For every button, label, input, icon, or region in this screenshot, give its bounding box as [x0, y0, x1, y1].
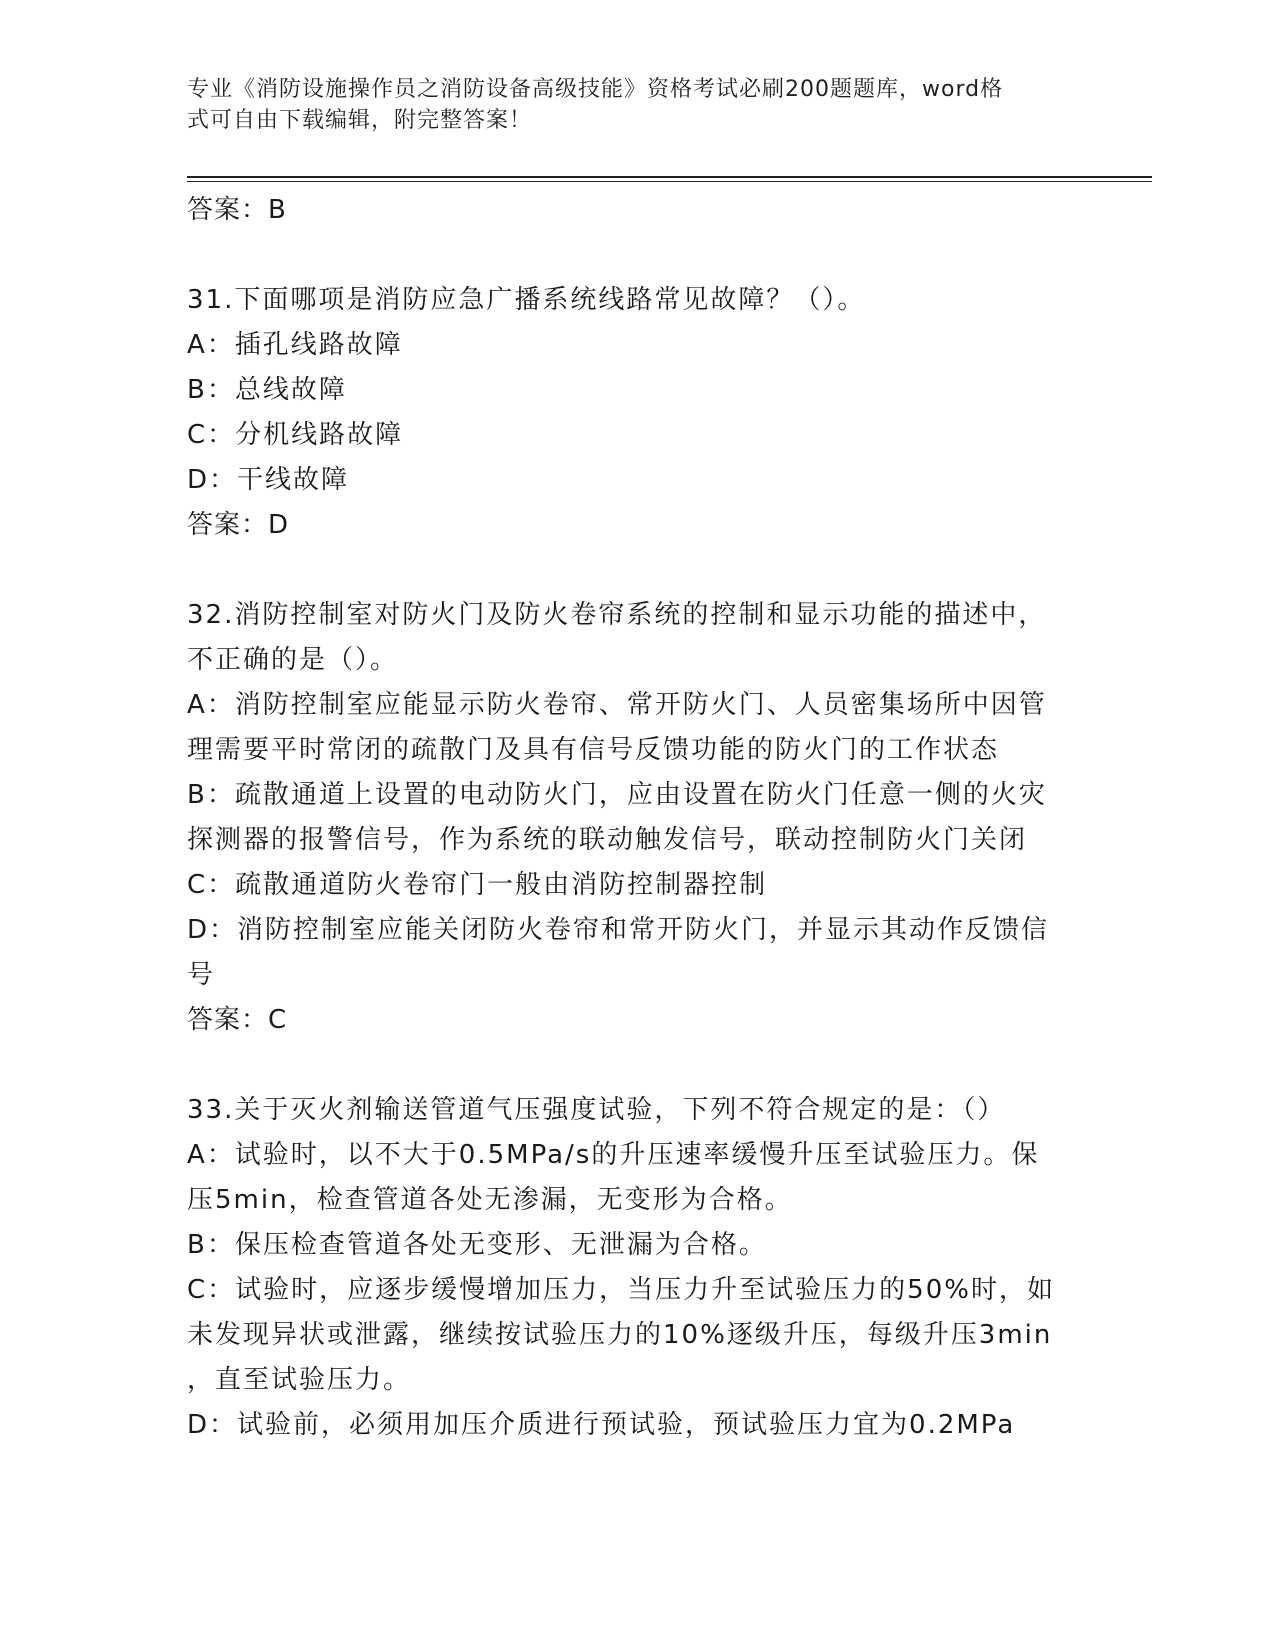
spacer [187, 233, 1067, 278]
header-line: 式可自由下载编辑，附完整答案！ [187, 108, 533, 133]
option-d: D：干线故障 [187, 465, 350, 495]
document-header [187, 74, 1067, 136]
option-c: C：疏散通道防火卷帘门一般由消防控制器控制 [187, 870, 768, 900]
header-divider [187, 176, 1152, 178]
spacer [187, 548, 1067, 593]
option-d: D：试验前，必须用加压介质进行预试验，预试验压力宜为0.2MPa [187, 1410, 1016, 1440]
answer-line: 答案：B [187, 195, 287, 225]
answer-line: 答案：D [187, 510, 290, 540]
option-a: A：消防控制室应能显示防火卷帘、常开防火门、人员密集场所中因管 [187, 690, 1047, 720]
question-block [187, 593, 1067, 1043]
option-c: 未发现异状或泄露，继续按试验压力的10%逐级升压，每级升压3min [187, 1320, 1053, 1350]
question-stem: 不正确的是（）。 [187, 645, 399, 675]
option-d: D：消防控制室应能关闭防火卷帘和常开防火门，并显示其动作反馈信 [187, 915, 1050, 945]
option-c: C：试验时，应逐步缓慢增加压力，当压力升至试验压力的50%时，如 [187, 1275, 1055, 1305]
option-a: 理需要平时常闭的疏散门及具有信号反馈功能的防火门的工作状态 [187, 735, 1000, 765]
question-list [187, 188, 1067, 1448]
question-stem: 31.下面哪项是消防应急广播系统线路常见故障？（）。 [187, 285, 866, 315]
option-a: A：插孔线路故障 [187, 330, 403, 360]
question-stem: 33.关于灭火剂输送管道气压强度试验，下列不符合规定的是：（） [187, 1095, 1006, 1125]
option-a: A：试验时，以不大于0.5MPa/s的升压速率缓慢升压至试验压力。保 [187, 1140, 1040, 1170]
option-b: B：保压检查管道各处无变形、无泄漏为合格。 [187, 1230, 767, 1260]
spacer [187, 1043, 1067, 1088]
option-d: 号 [187, 960, 216, 990]
header-divider [187, 181, 1152, 182]
option-a: 压5min，检查管道各处无渗漏，无变形为合格。 [187, 1185, 793, 1215]
option-b: B：疏散通道上设置的电动防火门，应由设置在防火门任意一侧的火灾 [187, 780, 1047, 810]
header-line: 专业《消防设施操作员之消防设备高级技能》资格考试必刷200题题库，word格 [187, 77, 1004, 102]
option-b: B：总线故障 [187, 375, 347, 405]
option-c: C：分机线路故障 [187, 420, 404, 450]
question-block [187, 278, 1067, 548]
question-stem: 32.消防控制室对防火门及防火卷帘系统的控制和显示功能的描述中， [187, 600, 1047, 630]
question-block [187, 1088, 1067, 1448]
answer-line: 答案：C [187, 1005, 288, 1035]
option-c: ，直至试验压力。 [187, 1365, 412, 1395]
option-b: 探测器的报警信号，作为系统的联动触发信号，联动控制防火门关闭 [187, 825, 1028, 855]
